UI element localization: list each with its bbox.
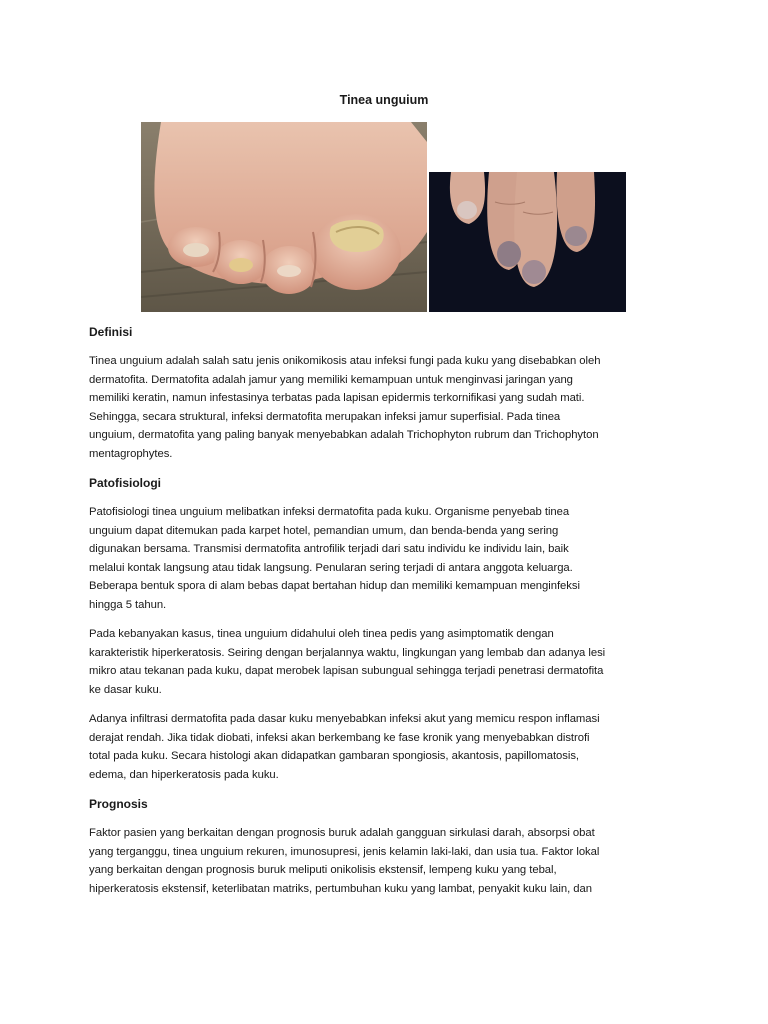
text-line: ke dasar kuku.	[89, 683, 162, 696]
paragraph-definisi	[89, 352, 683, 463]
paragraph-patofisiologi-1	[89, 503, 683, 614]
text-line: dermatofita. Dermatofita adalah jamur yang memiliki kemampuan untuk menginvasi jaringan yang	[89, 373, 573, 386]
paragraph-patofisiologi-2	[89, 625, 683, 699]
document-body	[89, 323, 683, 909]
fingernail-photo	[429, 172, 626, 312]
text-line: derajat rendah. Jika tidak diobati, infeksi akan berkembang ke fase kronik yang menyebabkan distrofi	[89, 731, 590, 744]
text-line: Faktor pasien yang berkaitan dengan prognosis buruk adalah gangguan sirkulasi darah, absorpsi obat	[89, 827, 595, 839]
text-line: total pada kuku. Secara histologi akan didapatkan gambaran spongiosis, akantosis, papillomatosis,	[89, 750, 580, 762]
text-line: hiperkeratosis ekstensif, keterlibatan matriks, pertumbuhan kuku yang lambat, penyakit kuku lain, dan	[89, 882, 592, 895]
text-line: Patofisiologi tinea unguium melibatkan infeksi dermatofita pada kuku. Organisme penyebab tinea	[89, 506, 570, 518]
document-title: Tinea unguium	[339, 93, 429, 107]
text-line: Tinea unguium adalah salah satu jenis onikomikosis atau infeksi fungi pada kuku yang disebabkan oleh	[89, 355, 601, 367]
section-heading-definisi: Definisi	[89, 325, 133, 339]
text-line: edema, dan hiperkeratosis pada kuku.	[89, 768, 279, 781]
text-line: yang berkaitan dengan prognosis buruk meliputi onikolisis ekstensif, lempeng kuku yang tebal,	[89, 864, 557, 876]
text-line: mentagrophytes.	[89, 447, 173, 460]
text-line: memiliki keratin, namun infestasinya terbatas pada lapisan epidermis terkornifikasi yang sudah mati.	[89, 392, 585, 404]
text-line: digunakan bersama. Transmisi dermatofita antrofilik terjadi dari satu individu ke individu lain, baik	[89, 543, 569, 555]
text-line: karakteristik hiperkeratosis. Seiring dengan berjalannya waktu, lingkungan yang lembab dan adanya lesi	[89, 646, 606, 659]
text-line: Sehingga, secara struktural, infeksi dermatofita merupakan infeksi jamur superfisial. Pada tinea	[89, 410, 561, 423]
paragraph-prognosis	[89, 824, 683, 898]
text-line: Pada kebanyakan kasus, tinea unguium didahului oleh tinea pedis yang asimptomatik dengan	[89, 628, 554, 640]
text-line: yang terganggu, tinea unguium rekuren, imunosupresi, jenis kelamin laki-laki, dan usia tua. Faktor lokal	[89, 845, 600, 858]
text-line: unguium dapat ditemukan pada karpet hotel, pemandian umum, dan benda-benda yang sering	[89, 524, 559, 537]
paragraph-patofisiologi-3	[89, 710, 683, 784]
text-line: hingga 5 tahun.	[89, 598, 167, 611]
text-line: Adanya infiltrasi dermatofita pada dasar kuku menyebabkan infeksi akut yang memicu respon inflamasi	[89, 713, 600, 725]
text-line: Beberapa bentuk spora di alam bebas dapat bertahan hidup dan memiliki kemampuan menginfeksi	[89, 580, 580, 592]
text-line: unguium, dermatofita yang paling banyak menyebabkan adalah Trichophyton rubrum dan Trichophyton	[89, 429, 599, 441]
text-line: melalui kontak langsung atau tidak langsung. Penularan sering terjadi di antara anggota keluarga.	[89, 561, 573, 574]
text-line: mikro atau tekanan pada kuku, dapat merobek lapisan subungual sehingga terjadi penetrasi dermatofita	[89, 665, 604, 677]
section-heading-prognosis: Prognosis	[89, 797, 148, 811]
toenail-photo	[141, 122, 427, 312]
section-heading-patofisiologi: Patofisiologi	[89, 476, 161, 490]
